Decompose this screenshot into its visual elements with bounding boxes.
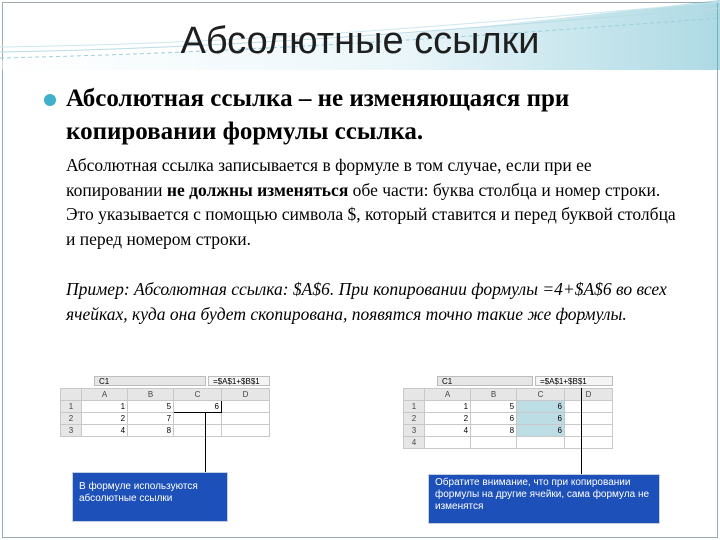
- selected-cell[interactable]: 6: [174, 401, 222, 413]
- table-row: [61, 425, 270, 437]
- column-header[interactable]: A: [425, 389, 471, 401]
- table-row: [61, 401, 270, 413]
- formula-bar[interactable]: [208, 376, 270, 386]
- body-text-part1: Абсолютная ссылка записывается в формуле в том случае, если при ее копировании: [66, 155, 592, 200]
- cell[interactable]: [222, 401, 270, 413]
- cell-grid: [60, 388, 270, 437]
- cell[interactable]: 2: [425, 413, 471, 425]
- cell[interactable]: 8: [471, 425, 517, 437]
- cell[interactable]: [517, 437, 565, 449]
- callout-right: Обратите внимание, что при копировании формулы на другие ячейки, сама формула не изменятся: [428, 474, 660, 524]
- column-header[interactable]: B: [471, 389, 517, 401]
- cell[interactable]: [565, 425, 613, 437]
- row-header[interactable]: 1: [61, 401, 82, 413]
- column-header[interactable]: B: [128, 389, 174, 401]
- cell[interactable]: [565, 437, 613, 449]
- selected-cell[interactable]: 6: [517, 401, 565, 413]
- cell[interactable]: 8: [128, 425, 174, 437]
- slide-title: Абсолютные ссылки: [180, 20, 540, 62]
- formula-bar-value: =$A$1+$B$1: [213, 377, 260, 386]
- row-header[interactable]: 1: [404, 401, 425, 413]
- row-header[interactable]: 2: [61, 413, 82, 425]
- cell[interactable]: 5: [471, 401, 517, 413]
- column-header[interactable]: C: [517, 389, 565, 401]
- cell[interactable]: 6: [471, 413, 517, 425]
- formula-bar[interactable]: [535, 376, 613, 386]
- row-header[interactable]: 4: [404, 437, 425, 449]
- bullet-definition: Абсолютная ссылка – не изменяющаяся при копировании формулы ссылка.: [66, 85, 570, 145]
- table-row: [61, 413, 270, 425]
- selected-cell[interactable]: 6: [517, 413, 565, 425]
- callout-connector-left: [205, 412, 206, 472]
- cell[interactable]: [174, 413, 222, 425]
- cell[interactable]: [222, 425, 270, 437]
- formula-bar-value: =$A$1+$B$1: [540, 377, 587, 386]
- bullet-icon: [44, 94, 56, 106]
- cell[interactable]: [174, 425, 222, 437]
- cell[interactable]: [471, 437, 517, 449]
- column-header[interactable]: A: [82, 389, 128, 401]
- column-header[interactable]: D: [565, 389, 613, 401]
- selected-cell[interactable]: 6: [517, 425, 565, 437]
- row-header[interactable]: 3: [61, 425, 82, 437]
- callout-connector-right: [581, 388, 582, 474]
- name-box-value: C1: [99, 377, 110, 386]
- cell[interactable]: 7: [128, 413, 174, 425]
- row-header[interactable]: 2: [404, 413, 425, 425]
- cell[interactable]: 1: [82, 401, 128, 413]
- cell[interactable]: 4: [82, 425, 128, 437]
- example-paragraph: Пример: Абсолютная ссылка: $A$6. При копировании формулы =4+$A$6 во всех ячейках, куда она будет скопирована, появятся точно такие же формулы.: [66, 279, 667, 324]
- corner-cell: [404, 389, 425, 401]
- spreadsheet-left: [60, 376, 270, 446]
- column-header[interactable]: C: [174, 389, 222, 401]
- body-paragraph: [66, 153, 686, 251]
- row-header[interactable]: 3: [404, 425, 425, 437]
- cell[interactable]: 1: [425, 401, 471, 413]
- name-box-value: C1: [442, 377, 453, 386]
- cell[interactable]: [565, 413, 613, 425]
- callout-left: В формуле используются абсолютные ссылки: [72, 472, 228, 522]
- column-header-row: [61, 389, 270, 401]
- body-text-part2: обе части: буква столбца и номер строки. Это указывается с помощью символа $, который ставится и перед буквой столбца и перед номером строки.: [66, 179, 676, 249]
- column-header[interactable]: D: [222, 389, 270, 401]
- corner-cell: [61, 389, 82, 401]
- cell[interactable]: [222, 413, 270, 425]
- body-text-emphasis: не должны изменяться: [166, 179, 349, 200]
- cell[interactable]: [425, 437, 471, 449]
- cell[interactable]: 5: [128, 401, 174, 413]
- cell[interactable]: [565, 401, 613, 413]
- name-box[interactable]: [437, 376, 533, 386]
- cell[interactable]: 2: [82, 413, 128, 425]
- cell[interactable]: 4: [425, 425, 471, 437]
- name-box[interactable]: [94, 376, 206, 386]
